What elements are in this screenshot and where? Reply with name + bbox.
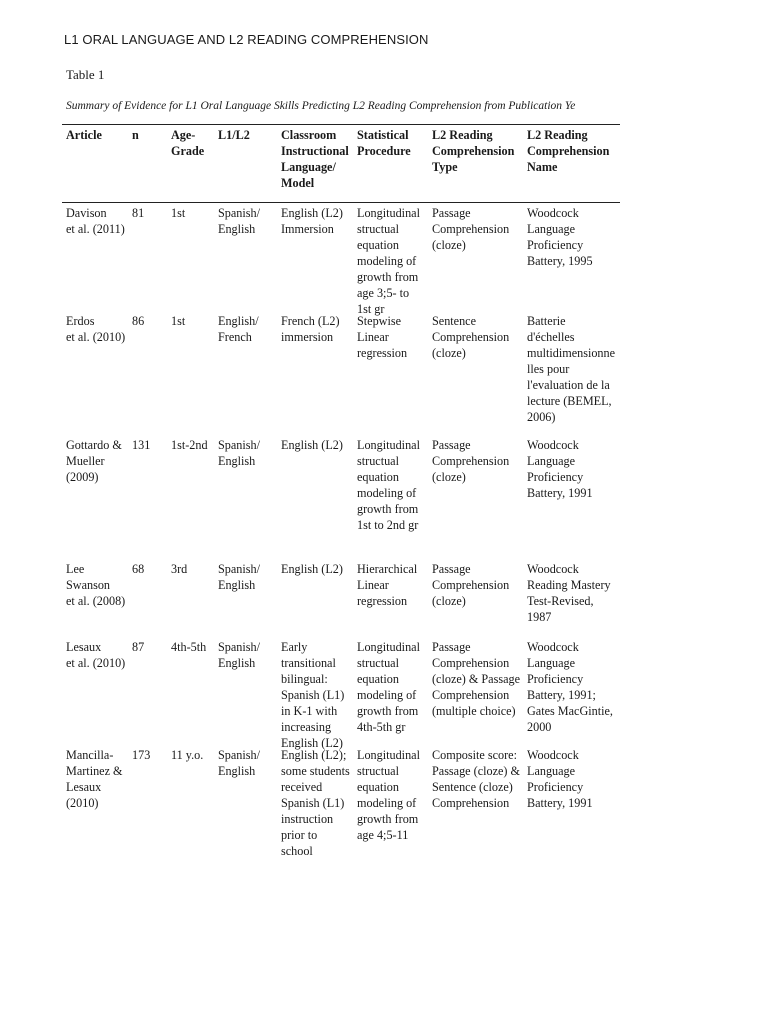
- cell-article: Erdos et al. (2010): [66, 314, 126, 344]
- cell-age-grade: 1st: [171, 206, 186, 220]
- cell-article: Gottardo & Mueller (2009): [66, 438, 122, 484]
- cell-l1-l2: Spanish/ English: [218, 562, 260, 592]
- cell-age-grade: 3rd: [171, 562, 188, 576]
- cell-l1-l2: Spanish/ English: [218, 640, 260, 670]
- cell-l2-name: Batterie d'échelles multidimensionne lles pour l'evaluation de la lecture (BEMEL, 2006): [527, 314, 616, 424]
- cell-article: Mancilla- Martinez & Lesaux (2010): [66, 748, 123, 810]
- cell-statistical: Longitudinal structual equation modeling of growth from 1st to 2nd gr: [357, 438, 420, 532]
- cell-n: 81: [132, 206, 145, 220]
- table-caption: Summary of Evidence for L1 Oral Language Skills Predicting L2 Reading Comprehension from Publication Ye: [66, 100, 576, 112]
- cell-age-grade: 11 y.o.: [171, 748, 204, 762]
- cell-classroom: Early transitional bilingual: Spanish (L1) in K-1 with increasing English (L2): [281, 640, 345, 750]
- cell-classroom: English (L2): [281, 438, 343, 452]
- cell-l2-type: Passage Comprehension (cloze): [432, 206, 510, 252]
- cell-statistical: Longitudinal structual equation modeling of growth from age 4;5-11: [357, 748, 420, 842]
- cell-n: 131: [132, 438, 151, 452]
- cell-l2-name: Woodcock Language Proficiency Battery, 1991; Gates MacGintie, 2000: [527, 640, 613, 734]
- cell-n: 68: [132, 562, 145, 576]
- header-l2-name: L2 Reading Comprehension Name: [527, 128, 610, 174]
- cell-l2-type: Passage Comprehension (cloze) & Passage Comprehension (multiple choice): [432, 640, 520, 718]
- header-article: Article: [66, 128, 102, 142]
- cell-statistical: Stepwise Linear regression: [357, 314, 408, 360]
- header-age-grade: Age- Grade: [171, 128, 205, 158]
- cell-l2-type: Passage Comprehension (cloze): [432, 562, 510, 608]
- cell-age-grade: 1st-2nd: [171, 438, 208, 452]
- cell-l2-name: Woodcock Language Proficiency Battery, 1991: [527, 748, 593, 810]
- cell-article: Davison et al. (2011): [66, 206, 125, 236]
- cell-classroom: English (L2): [281, 562, 343, 576]
- header-l2-type: L2 Reading Comprehension Type: [432, 128, 515, 174]
- cell-l1-l2: English/ French: [218, 314, 259, 344]
- header-statistical-procedure: Statistical Procedure: [357, 128, 411, 158]
- cell-l2-type: Sentence Comprehension (cloze): [432, 314, 510, 360]
- cell-age-grade: 1st: [171, 314, 186, 328]
- cell-classroom: English (L2); some students received Spanish (L1) instruction prior to school: [281, 748, 350, 858]
- table-top-rule: [62, 124, 620, 125]
- cell-l2-name: Woodcock Language Proficiency Battery, 1991: [527, 438, 593, 500]
- cell-l2-type: Composite score: Passage (cloze) & Sentence (cloze) Comprehension: [432, 748, 520, 810]
- cell-l1-l2: Spanish/ English: [218, 206, 260, 236]
- cell-classroom: English (L2) Immersion: [281, 206, 343, 236]
- table-label: Table 1: [66, 67, 105, 82]
- cell-article: Lesaux et al. (2010): [66, 640, 126, 670]
- cell-age-grade: 4th-5th: [171, 640, 207, 654]
- cell-n: 86: [132, 314, 145, 328]
- cell-statistical: Longitudinal structual equation modeling of growth from 4th-5th gr: [357, 640, 420, 734]
- cell-statistical: Longitudinal structual equation modeling of growth from age 3;5- to 1st gr: [357, 206, 420, 316]
- cell-l2-name: Woodcock Reading Mastery Test-Revised, 1987: [527, 562, 611, 624]
- header-l1-l2: L1/L2: [218, 128, 250, 142]
- header-n: n: [132, 128, 139, 142]
- cell-classroom: French (L2) immersion: [281, 314, 340, 344]
- cell-n: 173: [132, 748, 151, 762]
- cell-l1-l2: Spanish/ English: [218, 748, 260, 778]
- cell-statistical: Hierarchical Linear regression: [357, 562, 418, 608]
- cell-article: Lee Swanson et al. (2008): [66, 562, 126, 608]
- cell-n: 87: [132, 640, 145, 654]
- running-head: L1 ORAL LANGUAGE AND L2 READING COMPREHENSION: [64, 32, 429, 47]
- cell-l2-name: Woodcock Language Proficiency Battery, 1995: [527, 206, 593, 268]
- header-bottom-rule: [62, 202, 620, 203]
- cell-l2-type: Passage Comprehension (cloze): [432, 438, 510, 484]
- header-classroom-language: Classroom Instructional Language/ Model: [281, 128, 349, 190]
- cell-l1-l2: Spanish/ English: [218, 438, 260, 468]
